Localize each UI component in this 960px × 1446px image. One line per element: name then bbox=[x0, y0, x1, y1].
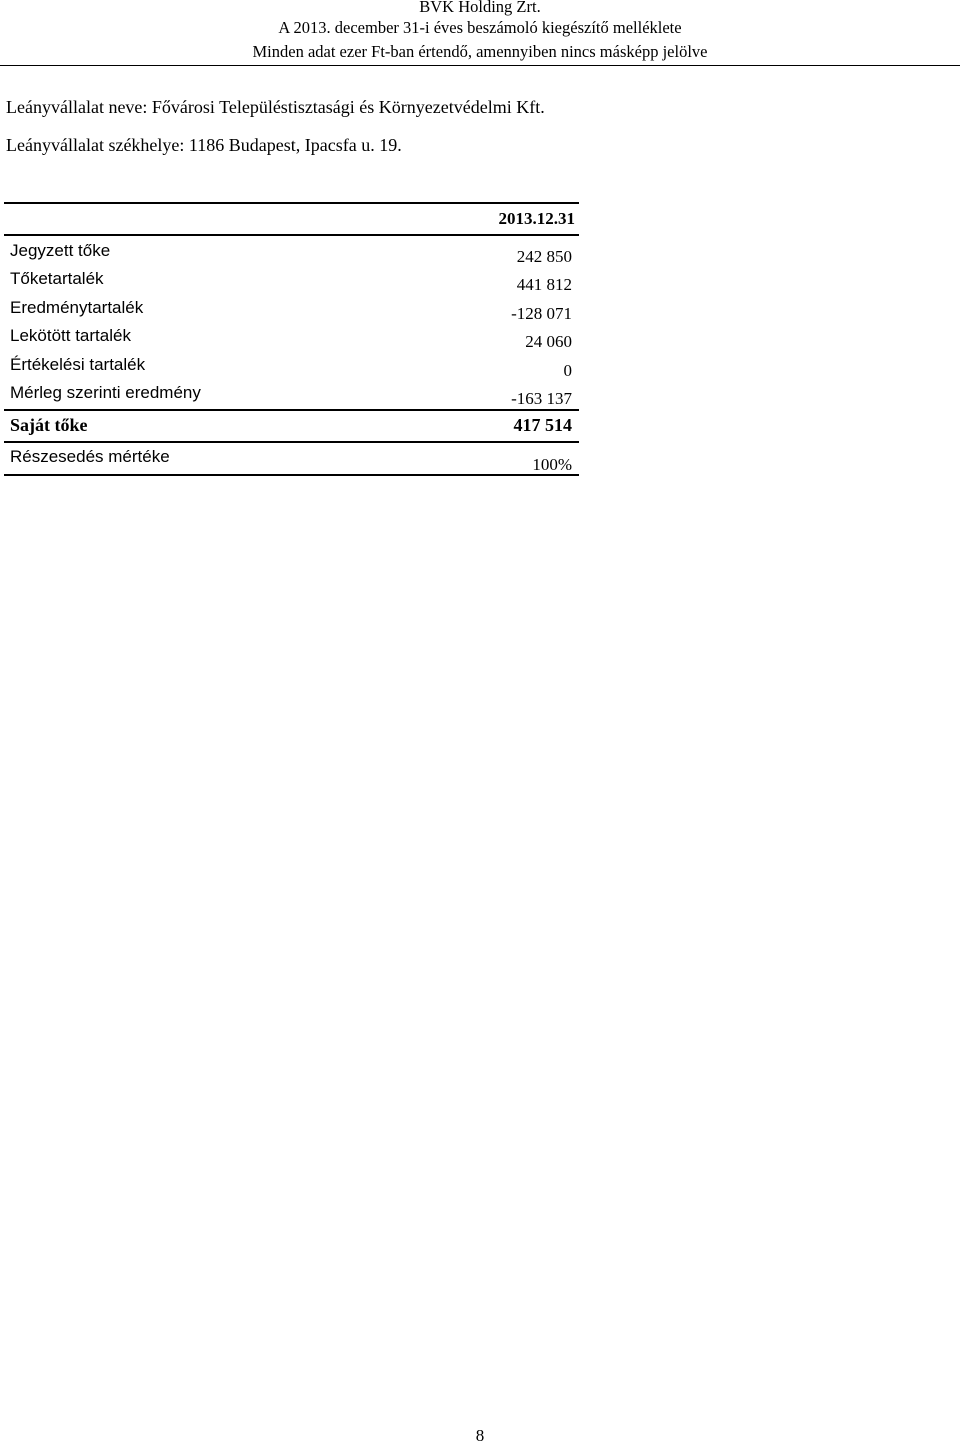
company-name: BVK Holding Zrt. bbox=[419, 0, 541, 16]
page-number: 8 bbox=[475, 1426, 485, 1445]
header-divider bbox=[0, 65, 960, 66]
table-row bbox=[4, 295, 579, 323]
row-value: -163 137 bbox=[511, 389, 572, 408]
table-row bbox=[4, 266, 579, 294]
table-row bbox=[4, 323, 579, 351]
table-row bbox=[4, 380, 579, 408]
total-top-rule bbox=[4, 409, 579, 411]
subsidiary-seat: Leányvállalat székhelye: 1186 Budapest, Ipacsfa u. 19. bbox=[6, 135, 402, 155]
subsidiary-name: Leányvállalat neve: Fővárosi Településtisztasági és Környezetvédelmi Kft. bbox=[6, 97, 545, 117]
share-row bbox=[4, 444, 579, 472]
total-bottom-rule bbox=[4, 441, 579, 443]
header-rule bbox=[4, 234, 579, 236]
row-label: Értékelési tartalék bbox=[10, 355, 146, 374]
table-bottom-rule bbox=[4, 474, 579, 476]
row-value: 0 bbox=[563, 361, 572, 380]
total-row bbox=[4, 412, 579, 440]
share-value: 100% bbox=[532, 455, 572, 474]
report-subtitle: A 2013. december 31-i éves beszámoló kiegészítő melléklete bbox=[278, 18, 682, 37]
table-row bbox=[4, 352, 579, 380]
row-value: 242 850 bbox=[516, 247, 572, 266]
table-row bbox=[4, 238, 579, 266]
row-label: Mérleg szerinti eredmény bbox=[10, 383, 201, 402]
column-header-date: 2013.12.31 bbox=[498, 209, 575, 228]
table-top-rule bbox=[4, 202, 579, 204]
row-label: Eredménytartalék bbox=[10, 298, 144, 317]
total-label: Saját tőke bbox=[10, 415, 88, 435]
share-label: Részesedés mértéke bbox=[10, 447, 170, 466]
units-note: Minden adat ezer Ft-ban értendő, amennyiben nincs másképp jelölve bbox=[252, 42, 708, 61]
total-value: 417 514 bbox=[513, 415, 572, 435]
row-label: Jegyzett tőke bbox=[10, 241, 111, 260]
row-label: Lekötött tartalék bbox=[10, 326, 131, 345]
row-value: 441 812 bbox=[516, 275, 572, 294]
row-label: Tőketartalék bbox=[10, 269, 104, 288]
row-value: -128 071 bbox=[511, 304, 572, 323]
row-value: 24 060 bbox=[525, 332, 572, 351]
